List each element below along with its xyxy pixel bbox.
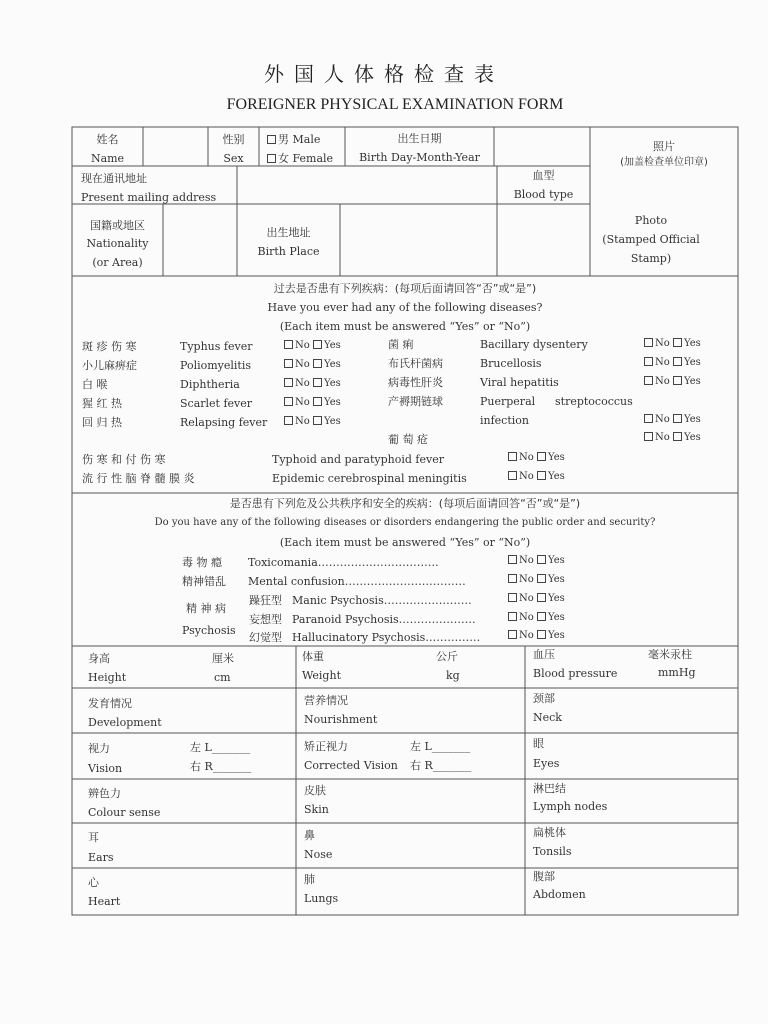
disease-left-en: Poliomyelitis: [180, 359, 252, 372]
nose-label-cn: 鼻: [304, 829, 315, 842]
photo-stamp-note-en-2: Stamp): [630, 252, 672, 265]
disorder-yes-no[interactable]: No Yes: [508, 593, 565, 604]
disorder-yes-no[interactable]: No Yes: [508, 574, 565, 585]
blood-pressure-label-en: Blood pressure: [533, 667, 618, 680]
disorders-header-cn: 是否患有下列危及公共秩序和安全的疾病：(每项后面请回答“否”或“是”): [229, 497, 581, 510]
nourishment-label-en: Nourishment: [304, 713, 378, 726]
tonsils-label-cn: 扁桃体: [533, 826, 566, 839]
disease-left-cn: 回 归 热: [82, 416, 122, 429]
address-label-cn: 现在通讯地址: [81, 172, 147, 185]
development-label-en: Development: [88, 716, 162, 729]
disease-yes-no[interactable]: No Yes: [644, 432, 701, 443]
disease-yes-no[interactable]: No Yes: [284, 359, 341, 370]
address-label-en: Present mailing address: [81, 191, 217, 204]
psychosis-label-en: Psychosis: [182, 624, 236, 637]
disorders-header-en: Do you have any of the following diseases or disorders endangering the public order and security?: [154, 517, 656, 528]
nationality-label-en: Nationality: [86, 237, 149, 250]
sex-label-cn: 性别: [222, 133, 245, 146]
lymph-nodes-label-cn: 淋巴结: [533, 782, 566, 795]
eyes-label-en: Eyes: [533, 757, 560, 770]
disease-right-cn: 产褥期链球: [388, 395, 443, 408]
disease-wide-en: Typhoid and paratyphoid fever: [272, 453, 444, 466]
weight-label-en: Weight: [302, 669, 341, 682]
height-label-cn: 身高: [88, 652, 110, 665]
diseases-header-en: Have you ever had any of the following diseases?: [267, 301, 543, 314]
disease-left-cn: 斑 疹 伤 寒: [82, 340, 137, 353]
disease-yes-no[interactable]: No Yes: [284, 340, 341, 351]
disease-yes-no[interactable]: No Yes: [284, 378, 341, 389]
blood-type-label-en: Blood type: [513, 188, 574, 201]
disease-wide-cn: 流 行 性 脑 脊 髓 膜 炎: [82, 472, 195, 485]
disease-yes-no[interactable]: No Yes: [644, 414, 701, 425]
disorder-cn: 妄想型: [249, 613, 282, 626]
lymph-nodes-label-en: Lymph nodes: [533, 800, 608, 813]
neck-label-en: Neck: [533, 711, 562, 724]
vision-left-field[interactable]: 左 L_______: [190, 741, 251, 754]
disorder-cn: 精神错乱: [182, 575, 226, 588]
disease-left-en: Diphtheria: [180, 378, 240, 391]
vision-right-field[interactable]: 右 R_______: [190, 760, 252, 773]
diseases-header-note: (Each item must be answered “Yes” or “No”): [279, 320, 531, 333]
corrected-right-field[interactable]: 右 R_______: [410, 759, 472, 772]
colour-sense-label-en: Colour sense: [88, 806, 161, 819]
form-title-cn: 外国人体格检查表: [264, 62, 504, 86]
skin-label-cn: 皮肤: [304, 784, 326, 797]
birthplace-label-cn: 出生地址: [266, 226, 311, 239]
ears-label-en: Ears: [88, 851, 114, 864]
blood-pressure-unit: mmHg: [658, 666, 696, 679]
corrected-vision-label-cn: 矫正视力: [304, 740, 348, 753]
weight-unit-cn: 公斤: [436, 650, 458, 663]
disorder-en: Mental confusion……………………………: [248, 575, 466, 588]
disease-yes-no[interactable]: No Yes: [644, 357, 701, 368]
photo-label-cn: 照片: [653, 140, 675, 153]
disorder-en: Paranoid Psychosis…………………: [292, 613, 476, 626]
female-checkbox[interactable]: 女 Female: [267, 152, 333, 165]
disease-wide-en: Epidemic cerebrospinal meningitis: [272, 472, 467, 485]
colour-sense-label-cn: 辨色力: [88, 787, 121, 800]
heart-label-en: Heart: [88, 895, 121, 908]
disease-left-en: Scarlet fever: [180, 397, 253, 410]
disease-left-cn: 白 喉: [82, 378, 108, 391]
birthday-label-en: Birth Day-Month-Year: [359, 151, 480, 164]
photo-stamp-note-en: (Stamped Official: [602, 233, 700, 246]
disorder-yes-no[interactable]: No Yes: [508, 612, 565, 623]
disease-left-cn: 猩 红 热: [82, 397, 122, 410]
height-unit: cm: [214, 671, 231, 684]
disease-right-en: Bacillary dysentery: [480, 338, 588, 351]
name-label-en: Name: [90, 152, 125, 165]
disease-right-cn: 葡 萄 疮: [388, 433, 428, 446]
disease-yes-no[interactable]: No Yes: [644, 376, 701, 387]
disorder-en: Toxicomania……………………………: [248, 556, 439, 569]
disease-yes-no[interactable]: No Yes: [508, 471, 565, 482]
lungs-label-en: Lungs: [304, 892, 339, 905]
height-unit-cn: 厘米: [212, 652, 234, 665]
disease-wide-cn: 伤 寒 和 付 伤 寒: [82, 453, 166, 466]
disorder-yes-no[interactable]: No Yes: [508, 555, 565, 566]
diseases-header-cn: 过去是否患有下列疾病：(每项后面请回答“否”或“是”): [273, 282, 537, 295]
vision-label-en: Vision: [88, 762, 123, 775]
disorder-cn: 躁狂型: [249, 594, 282, 607]
ears-label-cn: 耳: [88, 831, 99, 844]
development-label-cn: 发育情况: [88, 697, 132, 710]
weight-unit: kg: [446, 669, 460, 682]
vision-label-cn: 视力: [88, 742, 110, 755]
male-checkbox[interactable]: 男 Male: [267, 133, 320, 146]
disease-yes-no[interactable]: No Yes: [284, 397, 341, 408]
corrected-vision-label-en: Corrected Vision: [304, 759, 398, 772]
disease-yes-no[interactable]: No Yes: [508, 452, 565, 463]
disease-left-en: Typhus fever: [180, 340, 253, 353]
disease-right-en: Brucellosis: [480, 357, 542, 370]
height-label-en: Height: [88, 671, 127, 684]
disease-yes-no[interactable]: No Yes: [644, 338, 701, 349]
disorder-en: Hallucinatory Psychosis……………: [292, 631, 481, 644]
blood-pressure-label-cn: 血压: [533, 648, 555, 661]
name-label-cn: 姓名: [96, 133, 119, 146]
psychosis-label-cn: 精 神 病: [186, 602, 226, 615]
neck-label-cn: 颈部: [533, 692, 555, 705]
nose-label-en: Nose: [304, 848, 333, 861]
lungs-label-cn: 肺: [304, 873, 315, 886]
disease-yes-no[interactable]: No Yes: [284, 416, 341, 427]
disorder-yes-no[interactable]: No Yes: [508, 630, 565, 641]
disease-right-cn: 病毒性肝炎: [388, 376, 443, 389]
abdomen-label-cn: 腹部: [533, 870, 555, 883]
corrected-left-field[interactable]: 左 L_______: [410, 740, 471, 753]
disorder-en: Manic Psychosis……………………: [292, 594, 472, 607]
nationality-label-cn: 国籍或地区: [90, 219, 145, 232]
disease-right-cn: 菌 痢: [388, 338, 414, 351]
disease-right-en: Puerperal: [480, 395, 536, 408]
disease-right-cn: 布氏杆菌病: [388, 357, 443, 370]
birthplace-label-en: Birth Place: [257, 245, 320, 258]
disorders-header-note: (Each item must be answered “Yes” or “No”): [279, 536, 531, 549]
heart-label-cn: 心: [88, 876, 99, 889]
disease-right-en: Viral hepatitis: [480, 376, 559, 389]
tonsils-label-en: Tonsils: [533, 845, 572, 858]
blood-type-label-cn: 血型: [532, 169, 555, 182]
disorder-cn: 毒 物 瘾: [182, 556, 222, 569]
disease-right-en-cont: infection: [480, 414, 529, 427]
sex-label-en: Sex: [223, 152, 244, 165]
abdomen-label-en: Abdomen: [533, 888, 586, 901]
disorder-cn: 幻觉型: [249, 631, 282, 644]
disease-left-en: Relapsing fever: [180, 416, 268, 429]
disease-right-en-cont: streptococcus: [555, 395, 633, 408]
skin-label-en: Skin: [304, 803, 329, 816]
nourishment-label-cn: 营养情况: [304, 694, 348, 707]
disease-left-cn: 小儿麻痹症: [82, 359, 137, 372]
weight-label-cn: 体重: [302, 650, 324, 663]
eyes-label-cn: 眼: [533, 737, 544, 750]
photo-label-en: Photo: [634, 214, 668, 227]
form-title-en: FOREIGNER PHYSICAL EXAMINATION FORM: [226, 96, 564, 113]
nationality-label-en-sub: (or Area): [92, 256, 143, 269]
blood-pressure-unit-cn: 毫米汞柱: [648, 648, 692, 661]
photo-stamp-note-cn: (加盖检查单位印章): [620, 157, 708, 168]
birthday-label-cn: 出生日期: [397, 132, 442, 145]
